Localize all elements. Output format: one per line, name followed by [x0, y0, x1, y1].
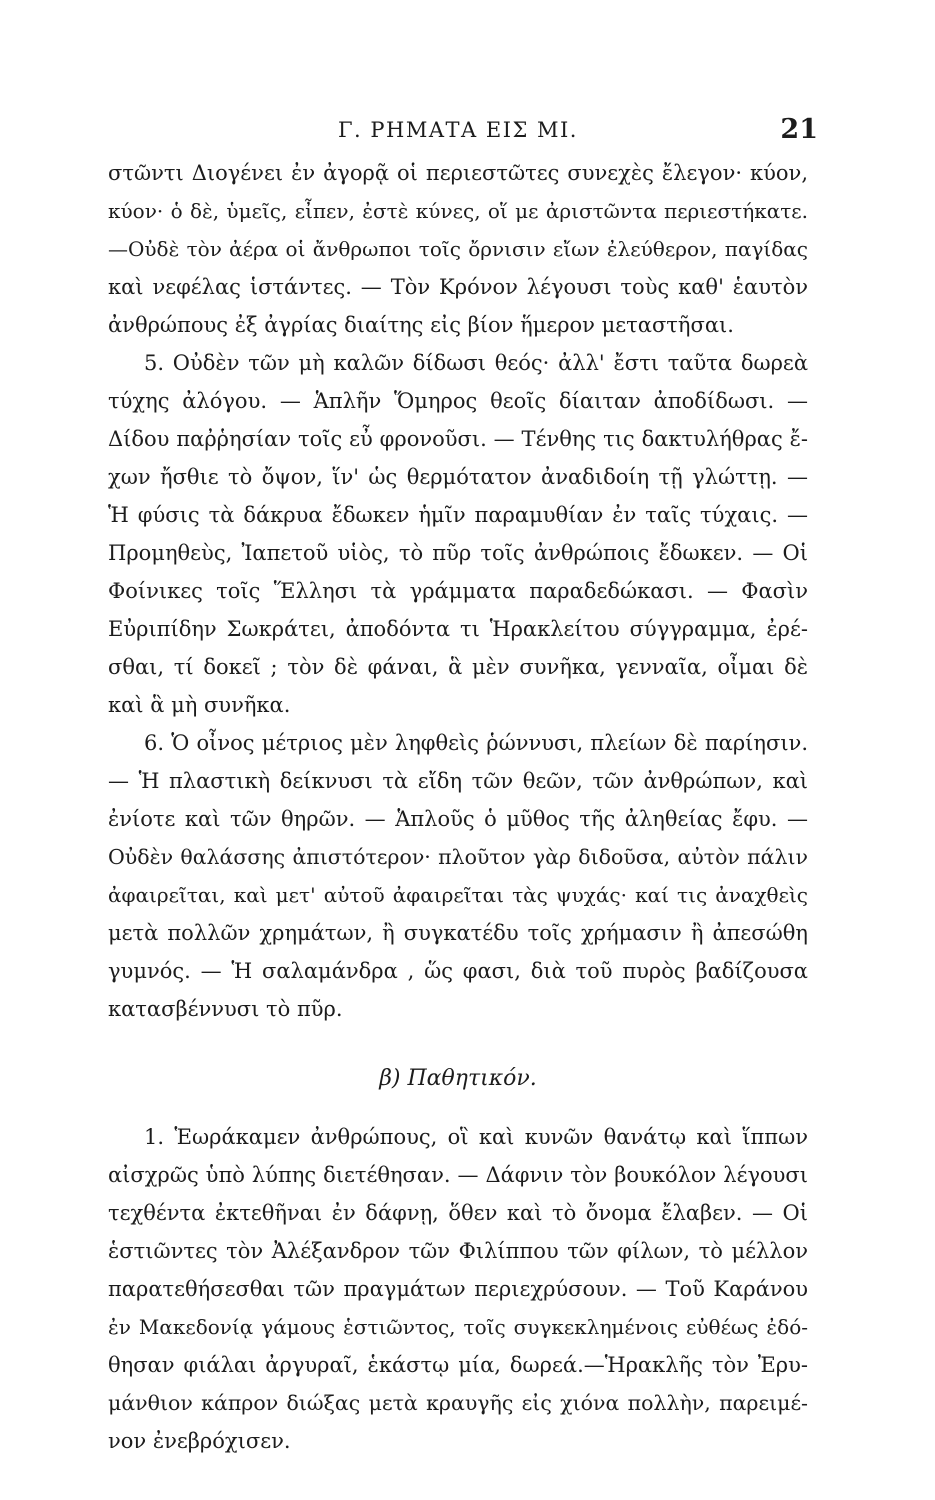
text-line: —Οὐδὲ τὸν ἀέρα οἱ ἄνθρωποι τοῖς ὄρνισιν εἴων ἐλεύθερον, παγίδας — [108, 237, 808, 261]
text-line: Δίδου παῤῥησίαν τοῖς εὖ φρονοῦσι. — Τένθης τις δακτυλήθρας ἔ- — [108, 427, 808, 451]
text-line: Εὐριπίδην Σωκράτει, ἀποδόντα τι Ἡρακλείτου σύγγραμμα, ἐρέ- — [108, 617, 808, 641]
text-line: στῶντι Διογένει ἐν ἀγορᾷ οἱ περιεστῶτες συνεχὲς ἔλεγον· κύον, — [108, 161, 808, 185]
text-line: γυμνός. — Ἡ σαλαμάνδρα , ὥς φασι, διὰ τοῦ πυρὸς βαδίζουσα — [108, 959, 808, 983]
text-line: κατασβέννυσι τὸ πῦρ. — [108, 997, 343, 1021]
text-line: Φοίνικες τοῖς Ἕλλησι τὰ γράμματα παραδεδώκασι. — Φασὶν — [108, 579, 808, 603]
text-line: ἐνίοτε καὶ τῶν θηρῶν. — Ἁπλοῦς ὁ μῦθος τῆς ἀληθείας ἔφυ. — — [108, 807, 808, 831]
text-line: μετὰ πολλῶν χρημάτων, ἢ συγκατέδυ τοῖς χρήμασιν ἢ ἀπεσώθη — [108, 921, 808, 945]
text-line: 6. Ὁ οἶνος μέτριος μὲν ληφθεὶς ῥώννυσι, πλείων δὲ παρίησιν. — [144, 731, 808, 755]
text-line: Οὐδὲν θαλάσσης ἀπιστότερον· πλοῦτον γὰρ διδοῦσα, αὐτὸν πάλιν — [108, 845, 808, 869]
text-line: Ἡ φύσις τὰ δάκρυα ἔδωκεν ἡμῖν παραμυθίαν ἐν ταῖς τύχαις. — — [108, 503, 808, 527]
text-line: σθαι, τί δοκεῖ ; τὸν δὲ φάναι, ἃ μὲν συνῆκα, γενναῖα, οἶμαι δὲ — [108, 655, 808, 679]
page-number: 21 — [780, 114, 818, 145]
text-line: 1. Ἑωράκαμεν ἀνθρώπους, οἳ καὶ κυνῶν θανάτῳ καὶ ἵππων — [144, 1125, 808, 1149]
section-subheading: β) Παθητικόν. — [379, 1066, 537, 1091]
text-line: καὶ νεφέλας ἱστάντες. — Τὸν Κρόνον λέγουσι τοὺς καθ' ἑαυτὸν — [108, 275, 808, 299]
text-line: τεχθέντα ἐκτεθῆναι ἐν δάφνῃ, ὅθεν καὶ τὸ ὄνομα ἔλαβεν. — Οἱ — [108, 1201, 808, 1225]
text-line: ἀφαιρεῖται, καὶ μετ' αὐτοῦ ἀφαιρεῖται τὰς ψυχάς· καί τις ἀναχθεὶς — [108, 883, 808, 907]
text-line: ἀνθρώπους ἐξ ἀγρίας διαίτης εἰς βίον ἥμερον μεταστῆσαι. — [108, 313, 734, 337]
text-line: ἐν Μακεδονίᾳ γάμους ἑστιῶντος, τοῖς συγκεκλημένοις εὐθέως ἐδό- — [108, 1315, 808, 1339]
text-line: ἑστιῶντες τὸν Ἀλέξανδρον τῶν Φιλίππου τῶν φίλων, τὸ μέλλον — [108, 1239, 808, 1263]
text-line: 5. Οὐδὲν τῶν μὴ καλῶν δίδωσι θεός· ἀλλ' ἔστι ταῦτα δωρεὰ — [144, 351, 808, 375]
text-line: καὶ ἃ μὴ συνῆκα. — [108, 693, 291, 717]
text-line: θησαν φιάλαι ἀργυραῖ, ἑκάστῳ μία, δωρεά.—Ἡρακλῆς τὸν Ἐρυ- — [108, 1353, 808, 1377]
text-line: τύχης ἀλόγου. — Ἁπλῆν Ὅμηρος θεοῖς δίαιταν ἀποδίδωσι. — — [108, 389, 808, 413]
running-head — [108, 114, 818, 150]
text-line: παρατεθήσεσθαι τῶν πραγμάτων περιεχρύσουν. — Τοῦ Καράνου — [108, 1277, 808, 1301]
text-line: αἰσχρῶς ὑπὸ λύπης διετέθησαν. — Δάφνιν τὸν βουκόλον λέγουσι — [108, 1163, 808, 1187]
text-line: κύον· ὁ δὲ, ὑμεῖς, εἶπεν, ἐστὲ κύνες, οἵ με ἀριστῶντα περιεστήκατε. — [108, 199, 808, 223]
running-title: Γ. ΡΗΜΑΤΑ ΕΙΣ ΜΙ. — [337, 118, 578, 142]
text-line: χων ἤσθιε τὸ ὄψον, ἵν' ὡς θερμότατον ἀναδιδοίη τῇ γλώττῃ. — — [108, 465, 808, 489]
text-line: νον ἐνεβρόχισεν. — [108, 1429, 291, 1453]
text-line: μάνθιον κάπρον διώξας μετὰ κραυγῆς εἰς χιόνα πολλὴν, παρειμέ- — [108, 1391, 808, 1415]
text-line: Προμηθεὺς, Ἰαπετοῦ υἱὸς, τὸ πῦρ τοῖς ἀνθρώποις ἔδωκεν. — Οἱ — [108, 541, 808, 565]
text-line: — Ἡ πλαστικὴ δείκνυσι τὰ εἴδη τῶν θεῶν, τῶν ἀνθρώπων, καὶ — [108, 769, 808, 793]
